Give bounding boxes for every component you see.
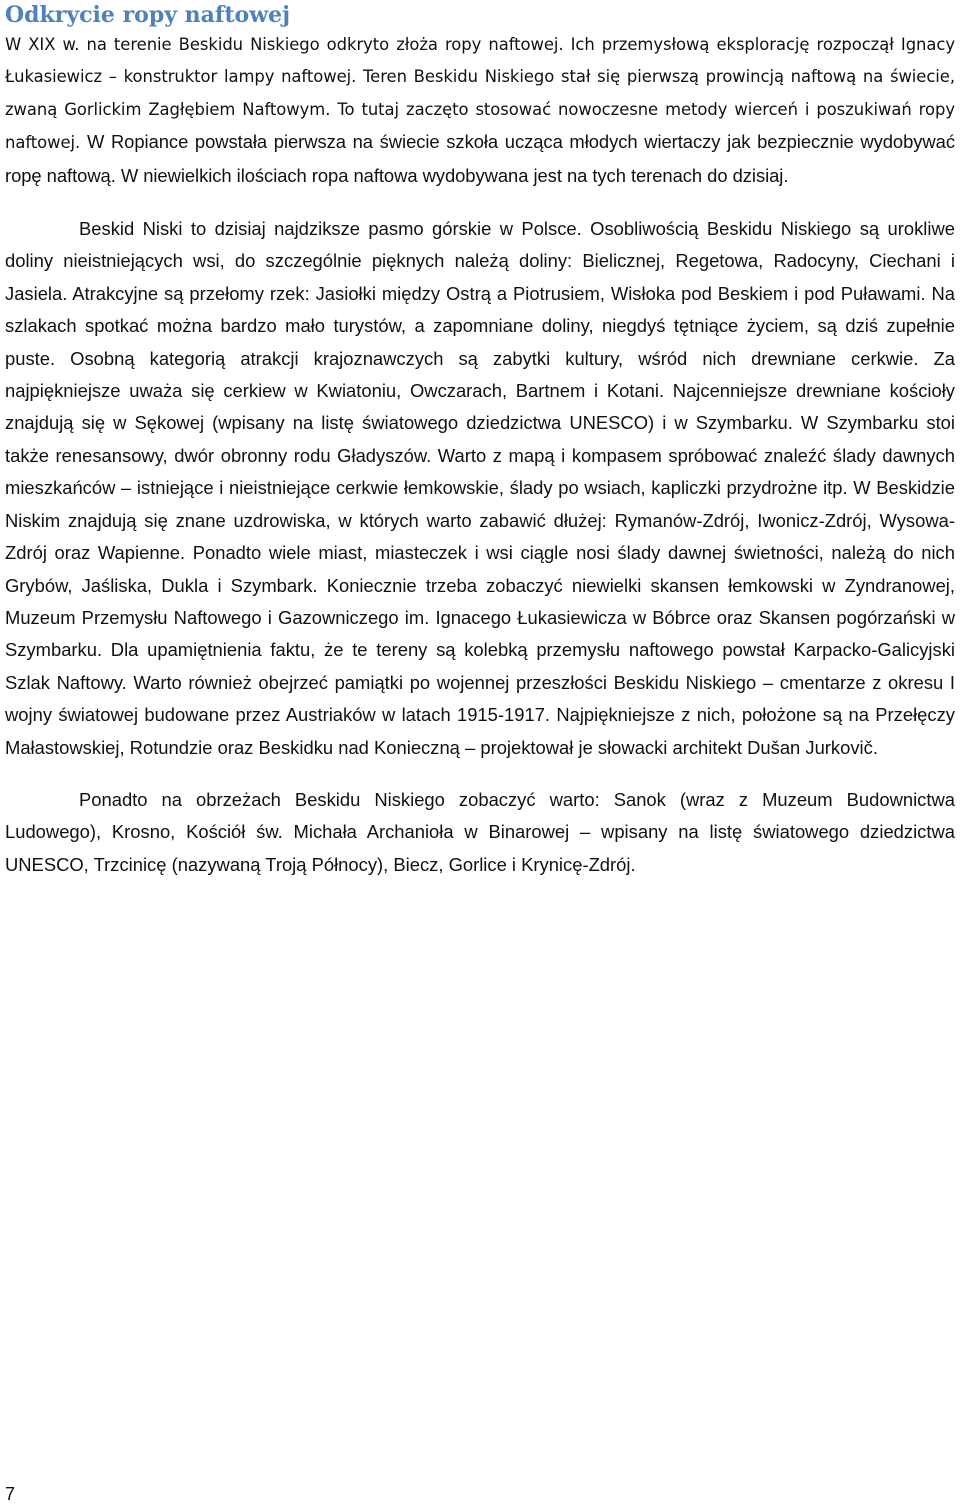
intro-sentence-group-1: W XIX w. na terenie Beskidu Niskiego odkryto złoża ropy naftowej. Ich przemysłową eksplorację rozpoczął Ignacy Łukasiewicz – konstruktor lampy naftowej. Teren Beskidu Niskiego stał się pierwszą prowincją naftową na świecie, zwaną Gorlickim Zagłębiem Naftowym. To tutaj zaczęto stosować nowoczesne metody wierceń i poszukiwań ropy naftowej. [5,35,955,153]
body-paragraph-beskid: Beskid Niski to dzisiaj najdziksze pasmo górskie w Polsce. Osobliwością Beskidu Niskiego są urokliwe doliny nieistniejących wsi, do szczególnie pięknych należą doliny: Bielicznej, Regetowa, Radocyny, Ciechani i Jasiela. Atrakcyjne są przełomy rzek: Jasiołki między Ostrą a Piotrusiem, Wisłoka pod Beskiem i pod Puławami. Na szlakach spotkać można bardzo mało turystów, a zapomniane doliny, niegdyś tętniące życiem, są dziś zupełnie puste. Osobną kategorią atrakcji krajoznawczych są zabytki kultury, wśród nich drewniane cerkwie. Za najpiękniejsze uważa się cerkiew w Kwiatoniu, Owczarach, Bartnem i Kotani. Najcenniejsze drewniane kościoły znajdują się w Sękowej (wpisany na listę światowego dziedzictwa UNESCO) i w Szymbarku. W Szymbarku stoi także renesansowy, dwór obronny rodu Gładyszów. Warto z mapą i kompasem spróbować znaleźć ślady dawnych mieszkańców – istniejące i nieistniejące cerkwie łemkowskie, ślady po wsiach, kapliczki przydrożne itp. W Beskidzie Niskim znajdują się znane uzdrowiska, w których warto zabawić dłużej: Rymanów-Zdrój, Iwonicz-Zdrój, Wysowa-Zdrój oraz Wapienne. Ponadto wiele miast, miasteczek i wsi ciągle nosi ślady dawnej świetności, należą do nich Grybów, Jaśliska, Dukla i Szymbark. Koniecznie trzeba zobaczyć niewielki skansen łemkowski w Zyndranowej, Muzeum Przemysłu Naftowego i Gazowniczego im. Ignacego Łukasiewicza w Bóbrce oraz Skansen pogórzański w Szymbarku. Dla upamiętnienia faktu, że te tereny są kolebką przemysłu naftowego powstał Karpacko-Galicyjski Szlak Naftowy. Warto również obejrzeć pamiątki po wojennej przeszłości Beskidu Niskiego – cmentarze z okresu I wojny światowej budowane przez Austriaków w latach 1915-1917. Najpiękniejsze z nich, położone są na Przełęczy Małastowskiej, Rotundzie oraz Beskidku nad Konieczną – projektował je słowacki architekt Dušan Jurkovič. [5,218,955,758]
page-title: Odkrycie ropy naftowej [5,2,291,28]
intro-paragraph [5,29,955,193]
page-number: 7 [5,1484,16,1504]
intro-sentence-group-2: W Ropiance powstała pierwsza na świecie szkoła ucząca młodych wiertaczy jak bezpiecznie wydobywać ropę naftową. W niewielkich ilościach ropa naftowa wydobywana jest na tych terenach do dzisiaj. [5,131,955,186]
document-page [5,0,955,881]
body-paragraph-surroundings: Ponadto na obrzeżach Beskidu Niskiego zobaczyć warto: Sanok (wraz z Muzeum Budownictwa Ludowego), Krosno, Kościół św. Michała Archanioła w Binarowej – wpisany na listę światowego dziedzictwa UNESCO, Trzcinicę (nazywaną Troją Północy), Biecz, Gorlice i Krynicę-Zdrój. [5,788,955,875]
